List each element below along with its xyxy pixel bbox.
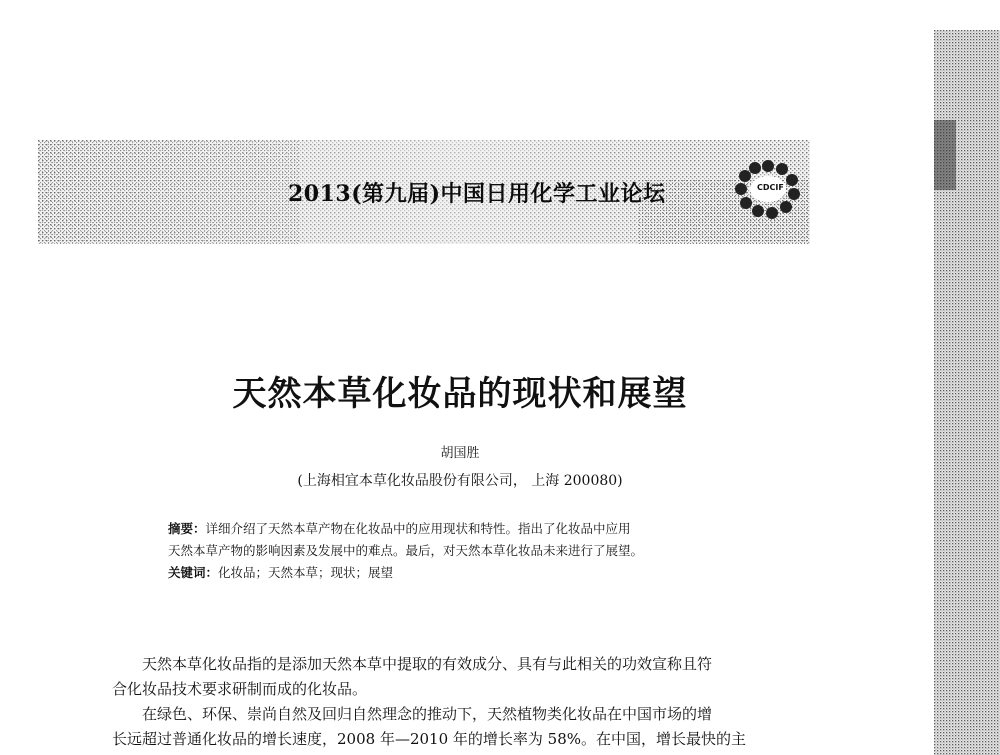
abstract-line [168, 518, 808, 540]
body-text [112, 652, 872, 752]
body-paragraph-line: 天然本草化妆品指的是添加天然本草中提取的有效成分、具有与此相关的功效宣称且符 [142, 655, 713, 673]
abstract-text: 详细介绍了天然本草产物在化妆品中的应用现状和特性。指出了化妆品中应用 [205, 521, 631, 536]
keywords-text: 化妆品；天然本草；现状；展望 [218, 565, 394, 580]
body-paragraph-line: 长远超过普通化妆品的增长速度，2008 年—2010 年的增长率为 58%。在中国，增长最快的主 [112, 730, 746, 748]
scan-edge-strip [934, 30, 1000, 755]
body-paragraph-line: 在绿色、环保、崇尚自然及回归自然理念的推动下，天然植物类化妆品在中国市场的增 [142, 705, 713, 723]
body-paragraph-line: 合化妆品技术要求研制而成的化妆品。 [112, 680, 368, 698]
abstract-label: 摘要： [168, 521, 206, 536]
abstract-line: 天然本草产物的影响因素及发展中的难点。最后，对天然本草化妆品未来进行了展望。 [168, 543, 644, 558]
keywords-line [168, 562, 808, 584]
logo-text: CDCIF [757, 183, 784, 192]
keywords-label: 关键词： [168, 565, 219, 580]
abstract-block [168, 518, 808, 584]
paper-title: 天然本草化妆品的现状和展望 [232, 374, 688, 414]
paper-author: 胡国胜 [440, 446, 480, 461]
paper-affiliation: (上海相宜本草化妆品股份有限公司， 上海 200080) [297, 473, 623, 489]
forum-banner-title: 2013(第九届)中国日用化学工业论坛 [288, 181, 666, 207]
